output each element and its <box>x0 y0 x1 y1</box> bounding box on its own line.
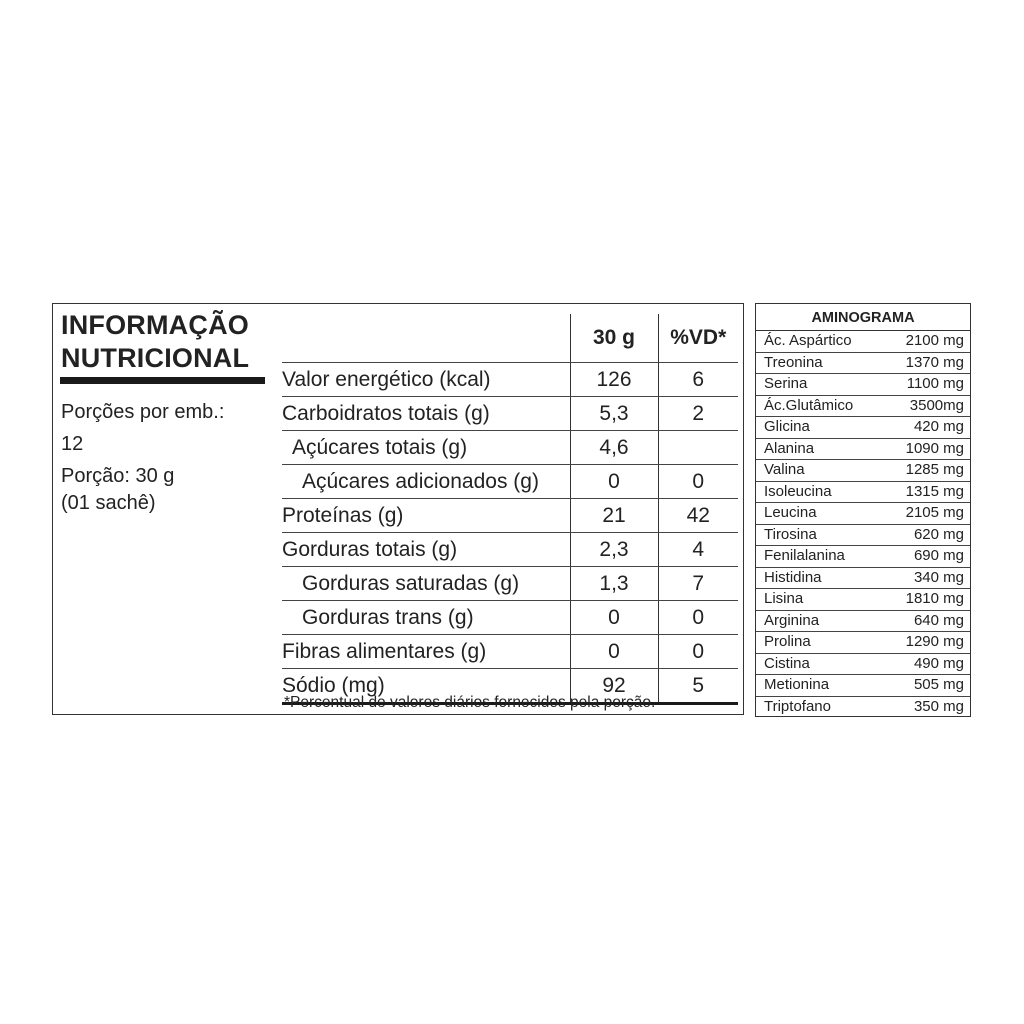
amino-name: Valina <box>756 460 885 482</box>
nutrient-row <box>282 567 738 601</box>
amino-row <box>756 331 970 352</box>
amino-value: 1090 mg <box>885 438 970 460</box>
amino-name: Alanina <box>756 438 885 460</box>
nutrient-label: Gorduras saturadas (g) <box>282 567 570 601</box>
amino-value: 350 mg <box>913 697 964 715</box>
amino-name: Glicina <box>756 417 885 439</box>
amino-row <box>756 632 970 654</box>
amino-value: 420 mg <box>885 417 970 439</box>
portions-per-package-label: Porções por emb.: <box>61 401 225 423</box>
nutrient-row <box>282 397 738 431</box>
amino-value: 1100 mg <box>885 374 970 396</box>
amino-name: Arginina <box>756 610 885 632</box>
amount-column-header: 30 g <box>570 314 658 363</box>
nutrient-daily-value: 0 <box>658 465 738 499</box>
nutrient-daily-value <box>658 431 738 465</box>
amino-row <box>756 567 970 589</box>
nutrient-label: Fibras alimentares (g) <box>282 635 570 669</box>
amino-name: Lisina <box>756 589 885 611</box>
nutrient-label: Gorduras trans (g) <box>282 601 570 635</box>
nutrient-amount: 4,6 <box>570 431 658 465</box>
nutrient-label: Proteínas (g) <box>282 499 570 533</box>
nutrient-daily-value: 0 <box>658 635 738 669</box>
nutrient-daily-value: 5 <box>658 669 738 704</box>
nutrient-amount: 1,3 <box>570 567 658 601</box>
nutrients-table <box>282 314 738 705</box>
nutrient-row <box>282 499 738 533</box>
amino-name: Cistina <box>756 653 885 675</box>
amino-row <box>756 524 970 546</box>
daily-value-column-header: %VD* <box>658 314 738 363</box>
nutrient-label: Sódio (mg) <box>282 669 570 704</box>
nutrient-row <box>282 465 738 499</box>
amino-row <box>756 610 970 632</box>
amino-name: Tirosina <box>756 524 885 546</box>
nutrient-amount: 0 <box>570 465 658 499</box>
amino-value: 620 mg <box>885 524 970 546</box>
nutrient-daily-value: 4 <box>658 533 738 567</box>
amino-row <box>756 481 970 503</box>
nutrient-daily-value: 0 <box>658 601 738 635</box>
amino-row <box>756 460 970 482</box>
amino-value: 1810 mg <box>885 589 970 611</box>
title-underline-bar <box>60 377 265 384</box>
nutrient-amount: 0 <box>570 635 658 669</box>
nutrient-label: Açúcares adicionados (g) <box>282 465 570 499</box>
amino-value: 690 mg <box>885 546 970 568</box>
title-line-1: INFORMAÇÃO <box>61 310 249 340</box>
amino-value: 2100 mg <box>885 331 970 352</box>
amino-value: 340 mg <box>885 567 970 589</box>
nutrient-amount: 126 <box>570 363 658 397</box>
nutrient-label: Açúcares totais (g) <box>282 431 570 465</box>
nutrients-header-row <box>282 314 738 363</box>
amino-name: Fenilalanina <box>756 546 885 568</box>
nutrient-label: Valor energético (kcal) <box>282 363 570 397</box>
aminogram-panel <box>755 303 971 717</box>
nutrient-daily-value: 2 <box>658 397 738 431</box>
portions-per-package-value: 12 <box>61 433 84 455</box>
amino-value: 640 mg <box>885 610 970 632</box>
amino-value: 1285 mg <box>885 460 970 482</box>
nutrient-amount: 21 <box>570 499 658 533</box>
nutrient-label: Gorduras totais (g) <box>282 533 570 567</box>
amino-value: 490 mg <box>885 653 970 675</box>
aminogram-table <box>756 331 970 717</box>
nutrient-row <box>282 363 738 397</box>
amino-value: 505 mg <box>885 675 970 697</box>
amino-name: Ác. Aspártico <box>756 331 885 352</box>
nutrient-daily-value: 42 <box>658 499 738 533</box>
nutrient-row <box>282 533 738 567</box>
nutrient-column-header <box>282 314 570 363</box>
nutrient-row <box>282 431 738 465</box>
amino-name: Prolina <box>756 632 885 654</box>
amino-row <box>756 696 970 717</box>
portion-size-label: Porção: 30 g <box>61 465 175 487</box>
nutrient-amount: 2,3 <box>570 533 658 567</box>
nutrient-amount: 0 <box>570 601 658 635</box>
daily-value-footnote: *Percentual de valores diários fornecidos pela porção. <box>284 694 656 711</box>
amino-name: Ác.Glutâmico <box>756 395 885 417</box>
nutrient-daily-value: 7 <box>658 567 738 601</box>
amino-row <box>756 503 970 525</box>
nutrient-label: Carboidratos totais (g) <box>282 397 570 431</box>
nutrition-facts-panel <box>52 303 744 715</box>
nutrient-amount: 5,3 <box>570 397 658 431</box>
nutrient-daily-value: 6 <box>658 363 738 397</box>
amino-name: Leucina <box>756 503 885 525</box>
amino-row <box>756 546 970 568</box>
amino-row <box>756 417 970 439</box>
amino-value: 1315 mg <box>885 481 970 503</box>
aminogram-title: AMINOGRAMA <box>756 304 970 331</box>
amino-name: Triptofano <box>764 697 831 715</box>
amino-row <box>756 374 970 396</box>
amino-value: 1290 mg <box>885 632 970 654</box>
title-line-2: NUTRICIONAL <box>61 343 250 373</box>
amino-value: 3500mg <box>885 395 970 417</box>
amino-row <box>756 653 970 675</box>
amino-name: Isoleucina <box>756 481 885 503</box>
amino-row <box>756 352 970 374</box>
nutrient-amount: 92 <box>570 669 658 704</box>
amino-row <box>756 395 970 417</box>
amino-name: Histidina <box>756 567 885 589</box>
amino-name: Metionina <box>756 675 885 697</box>
amino-name: Treonina <box>756 352 885 374</box>
amino-row <box>756 675 970 697</box>
nutrient-row <box>282 635 738 669</box>
nutrient-row <box>282 601 738 635</box>
amino-value: 2105 mg <box>885 503 970 525</box>
amino-value: 1370 mg <box>885 352 970 374</box>
amino-name: Serina <box>756 374 885 396</box>
amino-row <box>756 589 970 611</box>
amino-row <box>756 438 970 460</box>
portion-size-note: (01 sachê) <box>61 492 156 514</box>
